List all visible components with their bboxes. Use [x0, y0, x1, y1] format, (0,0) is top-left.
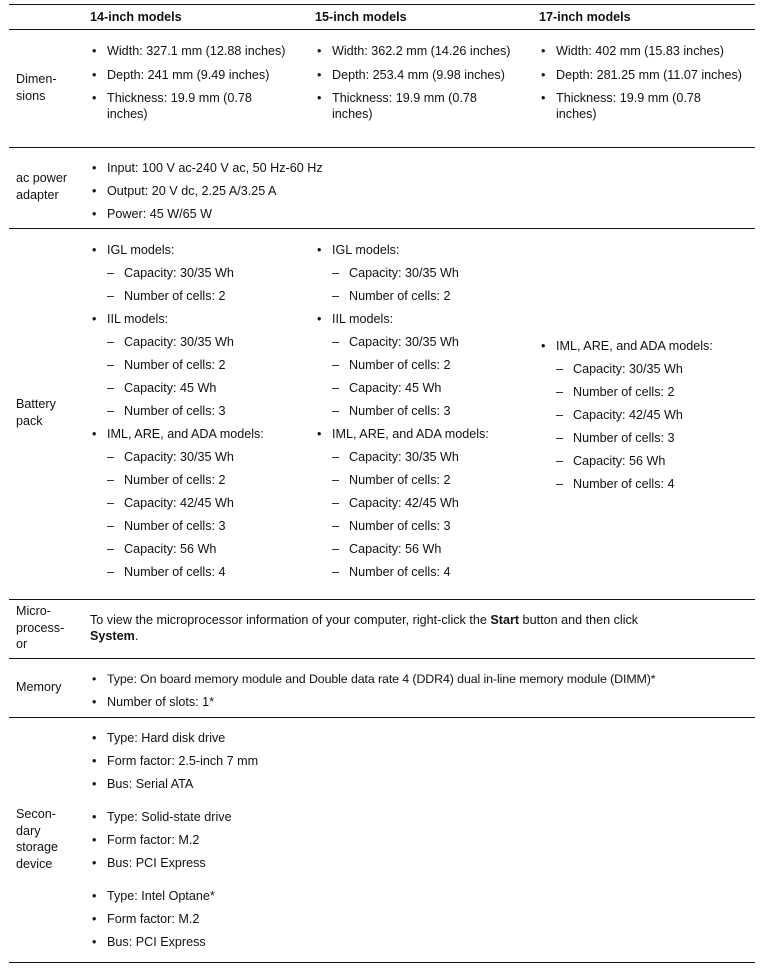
list-item: – Capacity: 42/45 Wh — [90, 495, 310, 511]
dimensions-label: Dimen- sions — [16, 72, 57, 103]
list-item: – Number of cells: 3 — [90, 518, 310, 534]
list-item: – Number of cells: 3 — [90, 403, 310, 419]
list-item: • Width: 327.1 mm (12.88 inches) — [90, 43, 295, 59]
row-microprocessor — [9, 600, 755, 659]
dimensions-15 — [315, 43, 520, 122]
list-item: – Capacity: 30/35 Wh — [315, 265, 535, 281]
list-item: • Type: Intel Optane* — [90, 888, 730, 904]
list-item: • Power: 45 W/65 W — [90, 206, 730, 222]
list-item: • Depth: 241 mm (9.49 inches) — [90, 67, 295, 83]
list-item: • Type: On board memory module and Double data rate 4 (DDR4) dual in-line memory module (DIMM)* — [90, 671, 755, 687]
memory-label: Memory — [16, 680, 62, 694]
list-item: • Thickness: 19.9 mm (0.78 inches) — [90, 90, 295, 122]
list-item: • Type: Solid-state drive — [90, 809, 730, 825]
list-item: • Input: 100 V ac-240 V ac, 50 Hz-60 Hz — [90, 160, 730, 176]
list-item: – Number of cells: 4 — [315, 564, 535, 580]
list-item: • IML, ARE, and ADA models: — [90, 426, 310, 442]
list-item: – Capacity: 30/35 Wh — [90, 334, 310, 350]
list-item: • Type: Hard disk drive — [90, 730, 730, 746]
battery-14 — [90, 242, 310, 580]
row-dimensions — [9, 30, 755, 148]
start-keyword: Start — [490, 613, 520, 627]
microprocessor-instruction-cont: button and then click — [519, 613, 639, 627]
list-item: – Capacity: 42/45 Wh — [315, 495, 535, 511]
list-item: • Width: 402 mm (15.83 inches) — [539, 43, 744, 59]
row-battery-pack — [9, 229, 755, 600]
list-item: – Capacity: 42/45 Wh — [539, 407, 749, 423]
table-header — [9, 4, 755, 30]
list-item: • IML, ARE, and ADA models: — [315, 426, 535, 442]
list-item: – Number of cells: 2 — [315, 357, 535, 373]
battery-17 — [539, 338, 749, 492]
system-keyword: System — [90, 629, 135, 643]
microprocessor-label: Micro- process- or — [16, 604, 65, 651]
list-item: – Capacity: 30/35 Wh — [539, 361, 749, 377]
list-item: • Bus: Serial ATA — [90, 776, 730, 792]
adapter-label: ac power adapter — [16, 171, 68, 202]
microprocessor-instruction: To view the microprocessor information of your computer, right-click the — [90, 613, 491, 627]
list-item: – Number of cells: 4 — [90, 564, 310, 580]
list-item: • Depth: 281.25 mm (11.07 inches) — [539, 67, 744, 83]
header-17-inch: 17-inch models — [539, 10, 631, 24]
list-item: • Form factor: 2.5-inch 7 mm — [90, 753, 730, 769]
microprocessor-period: . — [134, 629, 139, 643]
list-item: • Thickness: 19.9 mm (0.78 inches) — [315, 90, 520, 122]
memory-specs — [90, 671, 755, 710]
header-14-inch: 14-inch models — [90, 10, 182, 24]
list-item: • Thickness: 19.9 mm (0.78 inches) — [539, 90, 744, 122]
list-item: – Number of cells: 2 — [315, 472, 535, 488]
row-ac-power-adapter — [9, 148, 755, 229]
list-item: – Number of cells: 3 — [315, 518, 535, 534]
list-item: – Capacity: 30/35 Wh — [315, 449, 535, 465]
list-item: • Bus: PCI Express — [90, 934, 730, 950]
list-item: – Capacity: 30/35 Wh — [315, 334, 535, 350]
adapter-specs — [90, 160, 730, 222]
list-item: • IML, ARE, and ADA models: — [539, 338, 749, 354]
list-item: • Width: 362.2 mm (14.26 inches) — [315, 43, 520, 59]
storage-specs — [90, 730, 730, 950]
list-item: • IIL models: — [315, 311, 535, 327]
list-item: – Number of cells: 4 — [539, 476, 749, 492]
list-item: – Capacity: 56 Wh — [539, 453, 749, 469]
row-memory — [9, 659, 755, 718]
list-item: – Capacity: 30/35 Wh — [90, 265, 310, 281]
dimensions-17 — [539, 43, 744, 122]
storage-label: Secon- dary storage device — [16, 807, 59, 871]
list-item: • Bus: PCI Express — [90, 855, 730, 871]
battery-15 — [315, 242, 535, 580]
list-item: • IGL models: — [90, 242, 310, 258]
header-15-inch: 15-inch models — [315, 10, 407, 24]
list-item: • Depth: 253.4 mm (9.98 inches) — [315, 67, 520, 83]
list-item: – Number of cells: 2 — [90, 288, 310, 304]
battery-label: Battery pack — [16, 397, 56, 428]
list-item: – Number of cells: 3 — [315, 403, 535, 419]
list-item: • Number of slots: 1* — [90, 694, 755, 710]
list-item: • IGL models: — [315, 242, 535, 258]
list-item: • Form factor: M.2 — [90, 911, 730, 927]
list-item: – Number of cells: 2 — [90, 472, 310, 488]
list-item: – Number of cells: 3 — [539, 430, 749, 446]
list-item: – Number of cells: 2 — [90, 357, 310, 373]
list-item: – Capacity: 45 Wh — [315, 380, 535, 396]
microprocessor-text — [90, 612, 730, 644]
dimensions-14 — [90, 43, 295, 122]
list-item: – Capacity: 30/35 Wh — [90, 449, 310, 465]
list-item: – Number of cells: 2 — [315, 288, 535, 304]
list-item: – Capacity: 45 Wh — [90, 380, 310, 396]
list-item: – Number of cells: 2 — [539, 384, 749, 400]
list-item: – Capacity: 56 Wh — [90, 541, 310, 557]
list-item: • Form factor: M.2 — [90, 832, 730, 848]
list-item: – Capacity: 56 Wh — [315, 541, 535, 557]
list-item: • Output: 20 V dc, 2.25 A/3.25 A — [90, 183, 730, 199]
specifications-table — [9, 4, 755, 963]
row-secondary-storage — [9, 718, 755, 963]
list-item: • IIL models: — [90, 311, 310, 327]
